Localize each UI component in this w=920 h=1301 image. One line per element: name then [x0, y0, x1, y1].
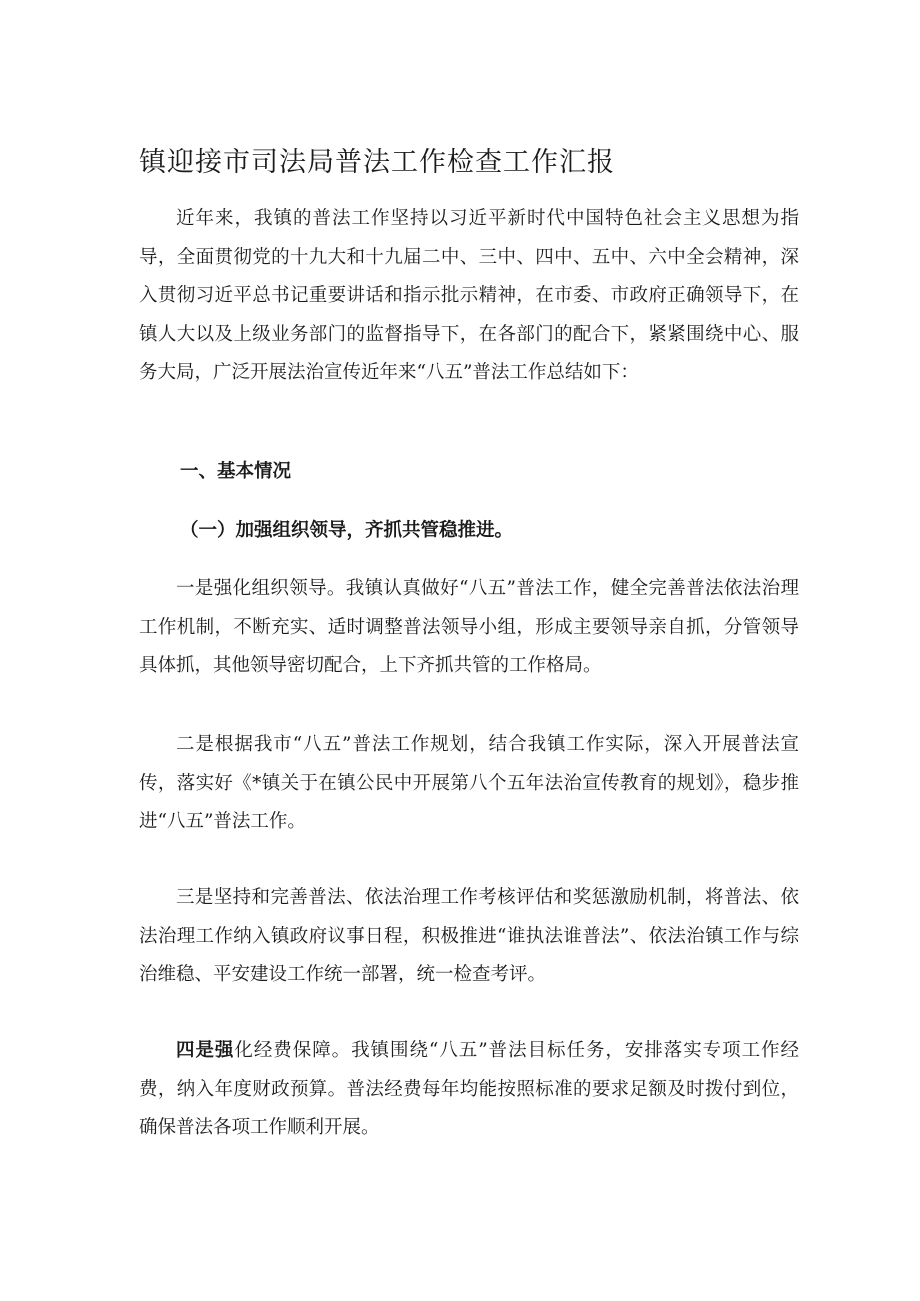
point-4-text: 化经费保障。我镇围绕“八五”普法目标任务，安排落实专项工作经费，纳入年度财政预算。普法经费每年均能按照标准的要求足额及时拨付到位，确保普法各项工作顺利开展。: [139, 1040, 799, 1138]
paragraph-point-4: [139, 1032, 799, 1148]
paragraph-point-2: 二是根据我市“八五”普法工作规划，结合我镇工作实际，深入开展普法宣传，落实好《*镇关于在镇公民中开展第八个五年法治宣传教育的规划》，稳步推进“八五”普法工作。: [139, 734, 799, 832]
document-title: 镇迎接市司法局普法工作检查工作汇报: [139, 147, 615, 178]
intro-paragraph: 近年来，我镇的普法工作坚持以习近平新时代中国特色社会主义思想为指导，全面贯彻党的十九大和十九届二中、三中、四中、五中、六中全会精神，深入贯彻习近平总书记重要讲话和指示批示精神，在市委、市政府正确领导下，在镇人大以及上级业务部门的监督指导下，在各部门的配合下，紧紧围绕中心、服务大局，广泛开展法治宣传近年来“八五”普法工作总结如下：: [139, 208, 799, 383]
section-heading-basic-situation: 一、基本情况: [180, 461, 292, 482]
paragraph-point-3: 三是坚持和完善普法、依法治理工作考核评估和奖惩激励机制，将普法、依法治理工作纳入镇政府议事日程，积极推进“谁执法谁普法”、依法治镇工作与综治维稳、平安建设工作统一部署，统一检查考评。: [139, 887, 799, 985]
subsection-heading-organization: （一）加强组织领导，齐抓共管稳推进。: [180, 520, 514, 541]
point-4-bold-lead: 四是强: [176, 1040, 235, 1061]
paragraph-point-1: 一是强化组织领导。我镇认真做好“八五”普法工作，健全完善普法依法治理工作机制，不断充实、适时调整普法领导小组，形成主要领导亲自抓，分管领导具体抓，其他领导密切配合，上下齐抓共管的工作格局。: [139, 578, 799, 676]
